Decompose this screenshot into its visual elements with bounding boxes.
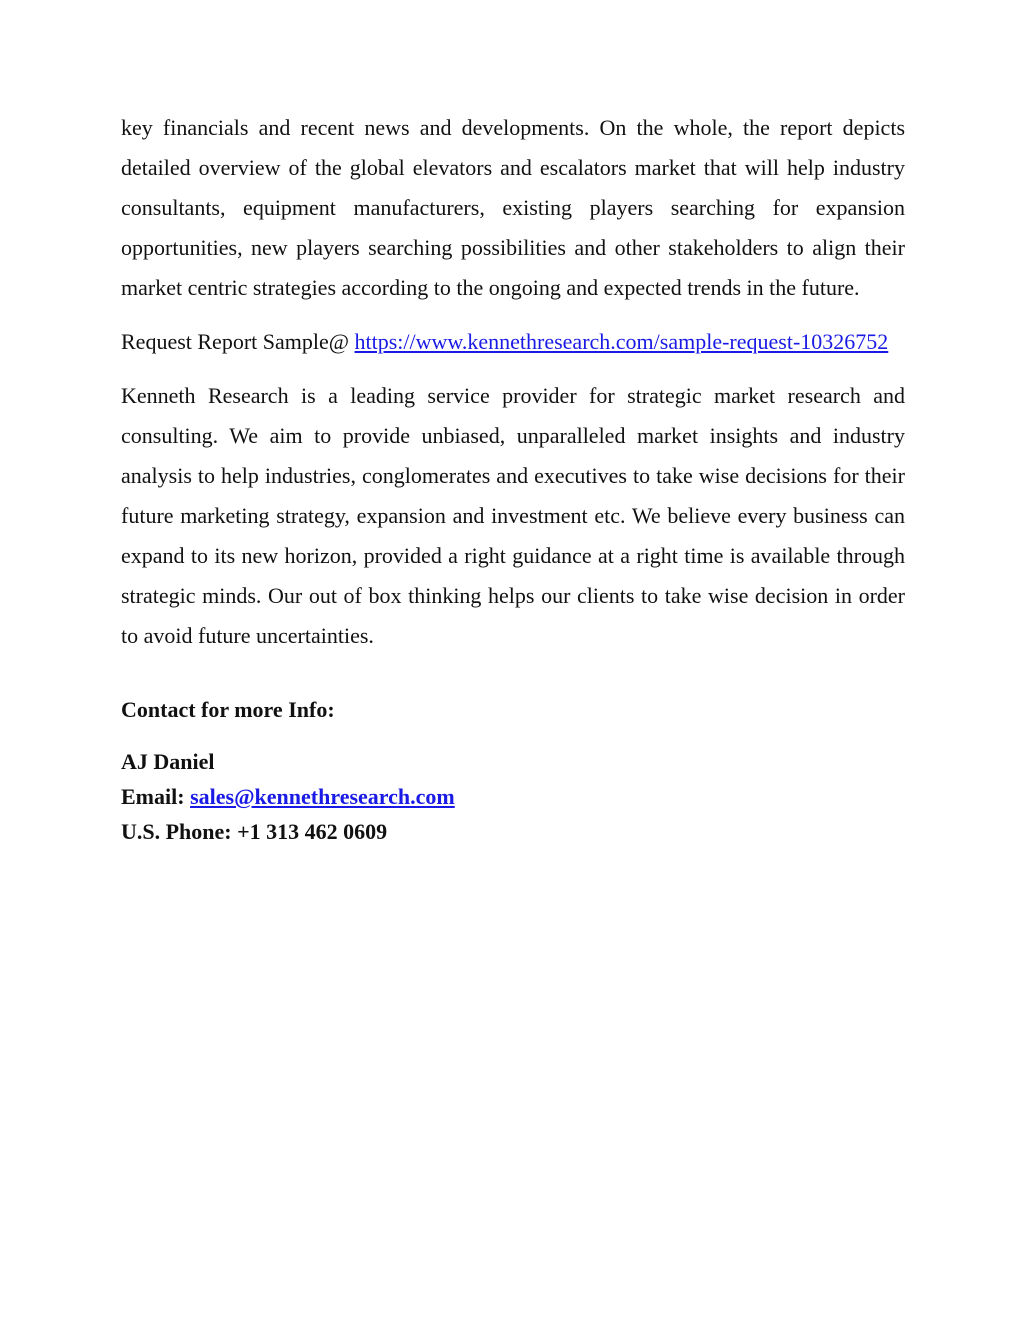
contact-heading: Contact for more Info: xyxy=(121,697,335,722)
contact-email-line xyxy=(121,779,905,814)
intro-paragraph: key financials and recent news and developments. On the whole, the report depicts detailed overview of the global elevators and escalators market that will help industry consultants, equipment manufacturers, existing players searching for expansion opportunities, new players searching possibilities and other stakeholders to align their market centric strategies according to the ongoing and expected trends in the future. xyxy=(121,115,905,300)
contact-details xyxy=(121,744,905,849)
document-page xyxy=(121,108,905,849)
contact-email-link[interactable]: sales@kennethresearch.com xyxy=(190,784,455,809)
request-sample-link[interactable]: https://www.kennethresearch.com/sample-request-10326752 xyxy=(354,329,889,354)
request-sample-label: Request Report Sample@ xyxy=(121,329,355,354)
about-paragraph: Kenneth Research is a leading service provider for strategic market research and consulting. We aim to provide unbiased, unparalleled market insights and industry analysis to help industries, conglomerates and executives to take wise decisions for their future marketing strategy, expansion and investment etc. We believe every business can expand to its new horizon, provided a right guidance at a right time is available through strategic minds. Our out of box thinking helps our clients to take wise decision in order to avoid future uncertainties. xyxy=(121,383,905,648)
contact-email-label: Email: xyxy=(121,784,191,809)
contact-phone: U.S. Phone: +1 313 462 0609 xyxy=(121,819,388,844)
contact-name: AJ Daniel xyxy=(121,749,215,774)
request-sample-line xyxy=(121,322,905,362)
